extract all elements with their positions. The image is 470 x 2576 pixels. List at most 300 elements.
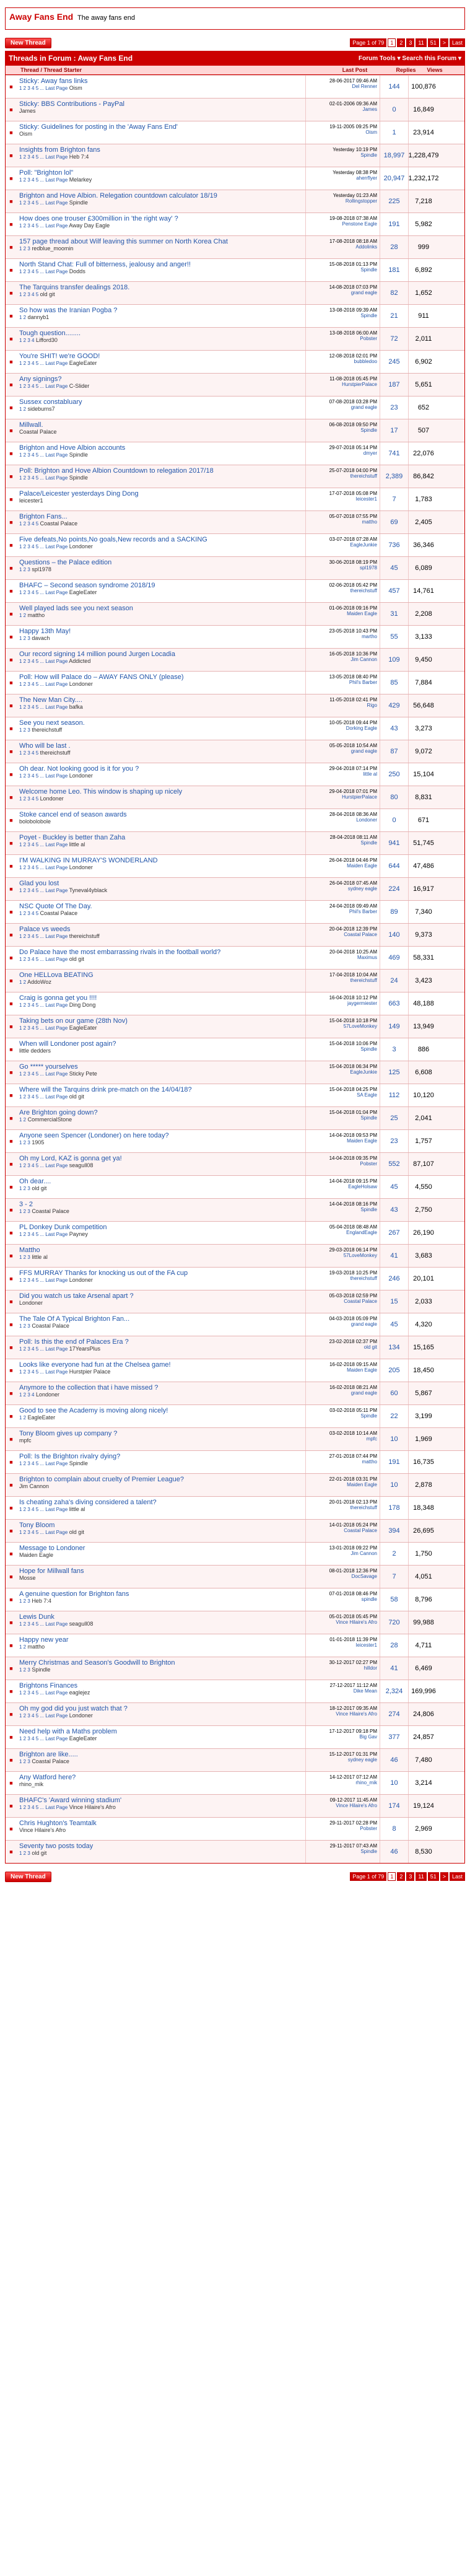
thread-starter-name[interactable]: rhino_mik — [19, 1781, 44, 1787]
last-post-author[interactable]: HurstpierPalace — [342, 794, 377, 800]
last-post-author[interactable]: Rigo — [367, 703, 377, 708]
thread-starter-name[interactable]: old git — [69, 1529, 84, 1535]
thread-starter-name[interactable]: Payney — [69, 1231, 88, 1237]
last-post-author[interactable]: SA Eagle — [357, 1092, 377, 1098]
thread-starter-name[interactable]: Sticky Pete — [69, 1071, 97, 1077]
thread-title-link[interactable]: Mattho — [19, 1246, 40, 1254]
thread-starter-name[interactable]: Oism — [19, 131, 32, 137]
thread-pages[interactable]: 1 2 3 4 5 ... Last Page — [19, 269, 68, 274]
pager-page-2[interactable]: 2 — [397, 38, 405, 47]
thread-pages[interactable]: 1 2 3 4 5 ... Last Page — [19, 1621, 68, 1627]
pager-page-1-bottom[interactable]: 1 — [388, 1872, 396, 1881]
last-post-author[interactable]: grand eagle — [350, 405, 377, 410]
thread-title-link[interactable]: One HELLova BEATING — [19, 971, 94, 979]
replies-count[interactable]: 109 — [380, 649, 408, 671]
thread-title-link[interactable]: Brightons Finances — [19, 1682, 78, 1689]
thread-title-link[interactable]: Tony Bloom gives up company ? — [19, 1430, 118, 1437]
thread-title-link[interactable]: Sussex constabluary — [19, 398, 82, 406]
thread-title-link[interactable]: Taking bets on our game (28th Nov) — [19, 1017, 128, 1025]
replies-count[interactable]: 0 — [380, 809, 408, 831]
thread-title-link[interactable]: The Tarquins transfer dealings 2018. — [19, 284, 130, 291]
last-post-author[interactable]: Big Gav — [359, 1734, 377, 1740]
thread-title-link[interactable]: Oh my god did you just watch that ? — [19, 1705, 128, 1712]
thread-starter-name[interactable]: Londoner — [19, 1300, 43, 1306]
thread-starter-name[interactable]: Londoner — [69, 543, 93, 550]
replies-count[interactable]: 60 — [380, 1382, 408, 1404]
thread-starter-name[interactable]: Londoner — [69, 773, 93, 779]
thread-title-link[interactable]: Glad you lost — [19, 880, 59, 887]
thread-pages[interactable]: 1 2 — [19, 1644, 27, 1650]
last-post-author[interactable]: EagleJunkie — [350, 1069, 377, 1075]
thread-pages[interactable]: 1 2 — [19, 1415, 27, 1421]
thread-title-link[interactable]: NSC Quote Of The Day. — [19, 903, 92, 910]
thread-starter-name[interactable]: Heb 7:4 — [69, 154, 89, 160]
thread-pages[interactable]: 1 2 3 4 5 ... Last Page — [19, 1461, 68, 1466]
thread-title-link[interactable]: Our record signing 14 million pound Jurgen Locadia — [19, 651, 175, 658]
thread-starter-name[interactable]: thereichstuff — [32, 727, 63, 733]
replies-count[interactable]: 8 — [380, 1818, 408, 1840]
thread-title-link[interactable]: BHAFC's 'Award winning stadium' — [19, 1797, 122, 1804]
last-post-author[interactable]: 57LoveMonkey — [343, 1023, 377, 1029]
last-post-author[interactable]: Londoner — [356, 817, 377, 823]
thread-pages[interactable]: 1 2 3 — [19, 1186, 30, 1191]
thread-title-link[interactable]: Sticky: Guidelines for posting in the 'Away Fans End' — [19, 123, 178, 131]
replies-count[interactable]: 17 — [380, 419, 408, 442]
last-post-author[interactable]: spl1978 — [359, 565, 377, 571]
replies-count[interactable]: 178 — [380, 1497, 408, 1519]
replies-count[interactable]: 7 — [380, 1566, 408, 1588]
new-thread-button-bottom[interactable]: New Thread — [5, 1872, 51, 1882]
last-post-author[interactable]: Vince Hilaire's Afro — [336, 1803, 377, 1808]
replies-count[interactable]: 469 — [380, 947, 408, 969]
last-post-author[interactable]: hilldor — [363, 1665, 377, 1671]
thread-pages[interactable]: 1 2 3 4 5 ... Last Page — [19, 773, 68, 779]
thread-starter-name[interactable]: Coastal Palace — [32, 1758, 69, 1764]
replies-count[interactable]: 22 — [380, 1405, 408, 1427]
last-post-author[interactable]: Jim Cannon — [350, 1551, 377, 1556]
thread-title-link[interactable]: I'M WALKING IN MURRAY'S WONDERLAND — [19, 857, 158, 864]
last-post-author[interactable]: leicester1 — [355, 1642, 377, 1648]
thread-starter-name[interactable]: sideburns7 — [27, 406, 55, 412]
thread-starter-name[interactable]: seagull08 — [69, 1162, 94, 1168]
thread-title-link[interactable]: Are Brighton going down? — [19, 1109, 98, 1116]
thread-title-link[interactable]: Poll: Is the Brighton rivalry dying? — [19, 1453, 121, 1460]
thread-title-link[interactable]: Good to see the Academy is moving along nicely! — [19, 1407, 168, 1414]
thread-pages[interactable]: 1 2 3 4 5 ... Last Page — [19, 1713, 68, 1719]
pager-page-11[interactable]: 11 — [416, 38, 426, 47]
last-post-author[interactable]: mpfc — [366, 1436, 377, 1442]
last-post-author[interactable]: Phil's Barber — [349, 680, 377, 685]
replies-count[interactable]: 43 — [380, 1199, 408, 1221]
last-post-author[interactable]: Spindle — [360, 152, 377, 158]
thread-title-link[interactable]: Need help with a Maths problem — [19, 1728, 117, 1735]
replies-count[interactable]: 82 — [380, 282, 408, 304]
replies-count[interactable]: 225 — [380, 190, 408, 212]
pager-last-bottom[interactable]: Last — [450, 1872, 465, 1881]
replies-count[interactable]: 457 — [380, 580, 408, 602]
replies-count[interactable]: 205 — [380, 1359, 408, 1382]
thread-pages[interactable]: 1 2 3 4 — [19, 1392, 35, 1398]
replies-count[interactable]: 149 — [380, 1015, 408, 1038]
thread-title-link[interactable]: Chris Hughton's Teamtalk — [19, 1820, 97, 1827]
thread-pages[interactable]: 1 2 3 4 5 ... Last Page — [19, 957, 68, 962]
replies-count[interactable]: 45 — [380, 1313, 408, 1336]
replies-count[interactable]: 80 — [380, 786, 408, 808]
last-post-author[interactable]: Jim Cannon — [350, 657, 377, 662]
last-post-author[interactable]: martho — [362, 634, 377, 639]
last-post-author[interactable]: jaygermiester — [347, 1001, 377, 1006]
replies-count[interactable]: 134 — [380, 1336, 408, 1359]
col-last-post[interactable]: Last Post — [342, 67, 368, 73]
thread-title-link[interactable]: Brighton and Hove Albion. Relegation countdown calculator 18/19 — [19, 192, 217, 199]
thread-pages[interactable]: 1 2 3 4 5 ... Last Page — [19, 223, 68, 229]
last-post-author[interactable]: grand eagle — [350, 748, 377, 754]
thread-title-link[interactable]: Well played lads see you next season — [19, 605, 133, 612]
thread-pages[interactable]: 1 2 3 4 5 ... Last Page — [19, 1232, 68, 1237]
last-post-author[interactable]: Maiden Eagle — [347, 1138, 377, 1144]
thread-starter-name[interactable]: old git — [69, 1093, 84, 1100]
last-post-author[interactable]: Pobster — [360, 1826, 377, 1831]
thread-starter-name[interactable]: davach — [32, 635, 50, 641]
thread-title-link[interactable]: Five defeats,No points,No goals,New records and a SACKING — [19, 536, 207, 543]
last-post-author[interactable]: Spindle — [360, 1115, 377, 1121]
last-post-author[interactable]: little al — [363, 771, 377, 777]
thread-title-link[interactable]: Who will be last . — [19, 742, 71, 750]
thread-title-link[interactable]: Anymore to the collection that i have missed ? — [19, 1384, 159, 1391]
thread-starter-name[interactable]: 17YearsPlus — [69, 1346, 100, 1352]
thread-title-link[interactable]: Poll: Is this the end of Palaces Era ? — [19, 1338, 129, 1346]
thread-title-link[interactable]: Craig is gonna get you !!!! — [19, 994, 97, 1002]
last-post-author[interactable]: Coastal Palace — [344, 1299, 377, 1304]
thread-title-link[interactable]: Where will the Tarquins drink pre-match on the 14/04/18? — [19, 1086, 192, 1093]
thread-pages[interactable]: 1 2 3 4 5 — [19, 750, 39, 756]
thread-pages[interactable]: 1 2 3 4 5 ... Last Page — [19, 383, 68, 389]
thread-pages[interactable]: 1 2 3 4 5 ... Last Page — [19, 888, 68, 893]
thread-pages[interactable]: 1 2 3 4 5 ... Last Page — [19, 865, 68, 870]
thread-pages[interactable]: 1 2 3 4 5 ... Last Page — [19, 842, 68, 848]
thread-starter-name[interactable]: Tyneval4yblack — [69, 887, 108, 893]
thread-pages[interactable]: 1 2 3 — [19, 1255, 30, 1260]
thread-title-link[interactable]: Brighton to complain about cruelty of Premier League? — [19, 1476, 184, 1483]
replies-count[interactable]: 181 — [380, 259, 408, 281]
last-post-author[interactable]: grand eagle — [350, 1321, 377, 1327]
thread-pages[interactable]: 1 2 3 4 5 — [19, 911, 39, 916]
replies-count[interactable]: 720 — [380, 1611, 408, 1634]
pager-page-3[interactable]: 3 — [406, 38, 414, 47]
replies-count[interactable]: 23 — [380, 1130, 408, 1152]
thread-starter-name[interactable]: dannyb1 — [27, 314, 50, 320]
thread-title-link[interactable]: A genuine question for Brighton fans — [19, 1590, 129, 1598]
thread-title-link[interactable]: Happy 13th May! — [19, 628, 71, 635]
last-post-author[interactable]: thereichstuff — [350, 978, 377, 983]
thread-starter-name[interactable]: bafka — [69, 704, 83, 710]
thread-title-link[interactable]: Seventy two posts today — [19, 1842, 94, 1850]
replies-count[interactable]: 20,947 — [380, 167, 408, 190]
thread-pages[interactable]: 1 2 3 4 5 ... Last Page — [19, 1346, 68, 1352]
replies-count[interactable]: 10 — [380, 1474, 408, 1496]
thread-pages[interactable]: 1 2 3 4 5 — [19, 292, 39, 297]
thread-title-link[interactable]: Poll: "Brighton lol" — [19, 169, 74, 177]
last-post-author[interactable]: spindle — [361, 1597, 377, 1602]
last-post-author[interactable]: Del Renner — [352, 84, 377, 89]
replies-count[interactable]: 144 — [380, 76, 408, 98]
replies-count[interactable]: 23 — [380, 396, 408, 419]
last-post-author[interactable]: aherrflyer — [356, 175, 377, 181]
thread-title-link[interactable]: The New Man City.... — [19, 696, 82, 704]
thread-starter-name[interactable]: old git — [32, 1850, 47, 1856]
thread-title-link[interactable]: PL Donkey Dunk competition — [19, 1224, 107, 1231]
last-post-author[interactable]: mattho — [362, 519, 377, 525]
thread-starter-name[interactable]: Coastal Palace — [32, 1208, 69, 1214]
thread-starter-name[interactable]: Coastal Palace — [19, 429, 57, 435]
last-post-author[interactable]: DocSavage — [351, 1574, 377, 1579]
replies-count[interactable]: 663 — [380, 992, 408, 1015]
thread-pages[interactable]: 1 2 — [19, 1117, 27, 1123]
replies-count[interactable]: 18,997 — [380, 144, 408, 167]
replies-count[interactable]: 2,324 — [380, 1680, 408, 1702]
thread-starter-name[interactable]: Jim Cannon — [19, 1483, 50, 1489]
last-post-author[interactable]: Maiden Eagle — [347, 1482, 377, 1487]
thread-starter-name[interactable]: leicester1 — [19, 497, 43, 504]
pager-next-bottom[interactable]: > — [440, 1872, 448, 1881]
last-post-author[interactable]: Maiden Eagle — [347, 863, 377, 869]
last-post-author[interactable]: Pobster — [360, 336, 377, 341]
last-post-author[interactable]: Spindle — [360, 1413, 377, 1419]
thread-title-link[interactable]: Millwall. — [19, 421, 43, 429]
thread-starter-name[interactable]: EagleEater — [69, 1025, 97, 1031]
thread-pages[interactable]: 1 2 3 4 5 ... Last Page — [19, 1690, 68, 1696]
replies-count[interactable]: 2,389 — [380, 465, 408, 488]
last-post-author[interactable]: rhino_mik — [355, 1780, 377, 1785]
replies-count[interactable]: 24 — [380, 970, 408, 992]
pager-page-51[interactable]: 51 — [428, 38, 439, 47]
thread-starter-name[interactable]: Vince Hilaire's Afro — [19, 1827, 66, 1833]
last-post-author[interactable]: Dike Mean — [353, 1688, 377, 1694]
last-post-author[interactable]: grand eagle — [350, 1390, 377, 1396]
thread-title-link[interactable]: Questions – the Palace edition — [19, 559, 112, 566]
pager-page-1[interactable]: 1 — [388, 38, 396, 47]
thread-pages[interactable]: 1 2 3 4 5 ... Last Page — [19, 475, 68, 481]
replies-count[interactable]: 1 — [380, 121, 408, 144]
col-replies[interactable]: Replies — [396, 67, 416, 73]
thread-title-link[interactable]: Oh dear. Not looking good is it for you ? — [19, 765, 139, 773]
thread-pages[interactable]: 1 2 3 4 5 ... Last Page — [19, 681, 68, 687]
replies-count[interactable]: 46 — [380, 1841, 408, 1863]
last-post-author[interactable]: Spindle — [360, 1849, 377, 1854]
last-post-author[interactable]: Penstone Eagle — [342, 221, 377, 227]
replies-count[interactable]: 741 — [380, 442, 408, 465]
thread-title-link[interactable]: Tough question........ — [19, 330, 81, 337]
thread-starter-name[interactable]: CommercialStone — [27, 1116, 72, 1123]
thread-title-link[interactable]: Stoke cancel end of season awards — [19, 811, 127, 818]
thread-title-link[interactable]: Is cheating zaha's diving considered a talent? — [19, 1499, 157, 1506]
replies-count[interactable]: 55 — [380, 626, 408, 648]
thread-starter-name[interactable]: Londoner — [40, 795, 64, 802]
last-post-author[interactable]: EagleJunkie — [350, 542, 377, 548]
thread-pages[interactable]: 1 2 3 — [19, 1209, 30, 1214]
thread-pages[interactable]: 1 2 3 4 5 ... Last Page — [19, 154, 68, 160]
last-post-author[interactable]: Maximus — [357, 955, 377, 960]
replies-count[interactable]: 552 — [380, 1153, 408, 1175]
thread-title-link[interactable]: Brighton and Hove Albion accounts — [19, 444, 126, 452]
last-post-author[interactable]: Spindle — [360, 427, 377, 433]
last-post-author[interactable]: thereichstuff — [350, 588, 377, 594]
last-post-author[interactable]: Coastal Palace — [344, 1528, 377, 1533]
thread-starter-name[interactable]: 1905 — [32, 1139, 45, 1146]
thread-pages[interactable]: 1 2 3 4 5 ... Last Page — [19, 1002, 68, 1008]
thread-title-link[interactable]: So how was the Iranian Pogba ? — [19, 307, 118, 314]
replies-count[interactable]: 191 — [380, 213, 408, 235]
thread-starter-name[interactable]: thereichstuff — [69, 933, 100, 939]
thread-pages[interactable]: 1 2 3 — [19, 636, 30, 641]
last-post-author[interactable]: HurstpierPalace — [342, 382, 377, 387]
thread-starter-name[interactable]: Coastal Palace — [32, 1323, 69, 1329]
thread-starter-name[interactable]: Lifford30 — [35, 337, 58, 343]
thread-starter-name[interactable]: little al — [69, 1506, 85, 1512]
replies-count[interactable]: 58 — [380, 1588, 408, 1611]
pager-page-3-bottom[interactable]: 3 — [406, 1872, 414, 1881]
thread-starter-name[interactable]: old git — [69, 956, 84, 962]
thread-pages[interactable]: 1 2 — [19, 406, 27, 412]
replies-count[interactable]: 85 — [380, 672, 408, 694]
thread-title-link[interactable]: North Stand Chat: Full of bitterness, jealousy and anger!! — [19, 261, 191, 268]
replies-count[interactable]: 644 — [380, 855, 408, 877]
thread-starter-name[interactable]: Addicted — [69, 658, 91, 664]
thread-title-link[interactable]: Happy new year — [19, 1636, 69, 1644]
thread-title-link[interactable]: Brighton Fans... — [19, 513, 67, 520]
thread-pages[interactable]: 1 2 3 4 5 ... Last Page — [19, 704, 68, 710]
thread-starter-name[interactable]: mattho — [27, 612, 45, 618]
thread-pages[interactable]: 1 2 3 4 5 ... Last Page — [19, 452, 68, 458]
last-post-author[interactable]: Maiden Eagle — [347, 1367, 377, 1373]
thread-starter-name[interactable]: Londoner — [35, 1391, 60, 1398]
replies-count[interactable]: 125 — [380, 1061, 408, 1084]
thread-title-link[interactable]: Message to Londoner — [19, 1544, 85, 1552]
thread-pages[interactable]: 1 2 3 — [19, 567, 30, 572]
thread-starter-name[interactable]: Melarkey — [69, 177, 92, 183]
thread-pages[interactable]: 1 2 3 4 5 ... Last Page — [19, 1369, 68, 1375]
thread-pages[interactable]: 1 2 3 — [19, 1140, 30, 1146]
thread-pages[interactable]: 1 2 3 4 5 — [19, 521, 39, 527]
thread-starter-name[interactable]: Spindle — [69, 199, 88, 206]
thread-pages[interactable]: 1 2 — [19, 315, 27, 320]
thread-title-link[interactable]: Any Watford here? — [19, 1774, 76, 1781]
last-post-author[interactable]: Spindle — [360, 1207, 377, 1212]
thread-starter-name[interactable]: eaglejez — [69, 1689, 90, 1696]
thread-starter-name[interactable]: C-Slider — [69, 383, 90, 389]
thread-title-link[interactable]: Do Palace have the most embarrassing rivals in the football world? — [19, 948, 221, 956]
forum-tools-menu[interactable]: Forum Tools ▾ Search this Forum ▾ — [359, 55, 461, 62]
thread-starter-name[interactable]: EagleEater — [69, 589, 97, 595]
replies-count[interactable]: 28 — [380, 1634, 408, 1657]
thread-starter-name[interactable]: Londoner — [69, 864, 93, 870]
thread-title-link[interactable]: Poll: Brighton and Hove Albion Countdown to relegation 2017/18 — [19, 467, 214, 475]
thread-pages[interactable]: 1 2 3 — [19, 246, 30, 252]
thread-starter-name[interactable]: seagull08 — [69, 1621, 94, 1627]
replies-count[interactable]: 0 — [380, 99, 408, 121]
replies-count[interactable]: 267 — [380, 1222, 408, 1244]
replies-count[interactable]: 69 — [380, 511, 408, 533]
replies-count[interactable]: 174 — [380, 1795, 408, 1817]
replies-count[interactable]: 41 — [380, 1245, 408, 1267]
thread-starter-name[interactable]: Hurstpier Palace — [69, 1369, 111, 1375]
thread-starter-name[interactable]: Londoner — [69, 681, 93, 687]
thread-title-link[interactable]: Did you watch us take Arsenal apart ? — [19, 1292, 134, 1300]
thread-pages[interactable]: 1 2 3 — [19, 1851, 30, 1856]
thread-title-link[interactable]: Palace vs weeds — [19, 926, 71, 933]
thread-starter-name[interactable]: Londoner — [69, 1277, 93, 1283]
replies-count[interactable]: 274 — [380, 1703, 408, 1725]
replies-count[interactable]: 10 — [380, 1428, 408, 1450]
thread-pages[interactable]: 1 2 3 4 5 ... Last Page — [19, 1805, 68, 1810]
replies-count[interactable]: 7 — [380, 488, 408, 510]
thread-pages[interactable]: 1 2 3 4 5 ... Last Page — [19, 85, 68, 91]
replies-count[interactable]: 112 — [380, 1084, 408, 1106]
col-thread[interactable]: Thread / Thread Starter — [20, 67, 82, 73]
replies-count[interactable]: 736 — [380, 534, 408, 556]
last-post-author[interactable]: thereichstuff — [350, 1505, 377, 1510]
thread-title-link[interactable]: Looks like everyone had fun at the Chelsea game! — [19, 1361, 171, 1369]
thread-starter-name[interactable]: Mosse — [19, 1575, 36, 1581]
thread-starter-name[interactable]: thereichstuff — [40, 750, 71, 756]
replies-count[interactable]: 21 — [380, 305, 408, 327]
thread-title-link[interactable]: Brighton are like..... — [19, 1751, 78, 1758]
replies-count[interactable]: 41 — [380, 1657, 408, 1680]
thread-title-link[interactable]: Tony Bloom — [19, 1522, 55, 1529]
thread-title-link[interactable]: Poyet - Buckley is better than Zaha — [19, 834, 126, 841]
last-post-author[interactable]: Phil's Barber — [349, 909, 377, 914]
replies-count[interactable]: 377 — [380, 1726, 408, 1748]
thread-pages[interactable]: 1 2 3 4 5 ... Last Page — [19, 1025, 68, 1031]
thread-starter-name[interactable]: old git — [40, 291, 55, 297]
thread-pages[interactable]: 1 2 3 4 5 ... Last Page — [19, 1507, 68, 1512]
last-post-author[interactable]: Coastal Palace — [344, 932, 377, 937]
replies-count[interactable]: 140 — [380, 924, 408, 946]
last-post-author[interactable]: thereichstuff — [350, 1276, 377, 1281]
thread-starter-name[interactable]: Vince Hilaire's Afro — [69, 1804, 116, 1810]
thread-starter-name[interactable]: Dodds — [69, 268, 85, 274]
last-post-author[interactable]: Spindle — [360, 313, 377, 318]
thread-starter-name[interactable]: little dedders — [19, 1048, 51, 1054]
thread-starter-name[interactable]: Spindle — [32, 1667, 51, 1673]
replies-count[interactable]: 28 — [380, 236, 408, 258]
thread-pages[interactable]: 1 2 3 4 5 ... Last Page — [19, 934, 68, 939]
thread-starter-name[interactable]: Oism — [69, 85, 82, 91]
thread-pages[interactable]: 1 2 3 4 5 ... Last Page — [19, 361, 68, 366]
thread-pages[interactable]: 1 2 — [19, 613, 27, 618]
thread-starter-name[interactable]: EagleEater — [27, 1414, 56, 1421]
replies-count[interactable]: 941 — [380, 832, 408, 854]
replies-count[interactable]: 394 — [380, 1520, 408, 1542]
last-post-author[interactable]: dmyer — [363, 450, 377, 456]
pager-next[interactable]: > — [440, 38, 448, 47]
thread-title-link[interactable]: Sticky: BBS Contributions - PayPal — [19, 100, 124, 108]
thread-starter-name[interactable]: Maiden Eagle — [19, 1552, 54, 1558]
thread-title-link[interactable]: Insights from Brighton fans — [19, 146, 100, 154]
replies-count[interactable]: 89 — [380, 901, 408, 923]
thread-title-link[interactable]: Oh dear.... — [19, 1178, 51, 1185]
thread-pages[interactable]: 1 2 3 4 5 ... Last Page — [19, 1071, 68, 1077]
replies-count[interactable]: 191 — [380, 1451, 408, 1473]
thread-pages[interactable]: 1 2 3 4 5 ... Last Page — [19, 1277, 68, 1283]
pager-page-51-bottom[interactable]: 51 — [428, 1872, 439, 1881]
thread-starter-name[interactable]: Londoner — [69, 1712, 93, 1719]
thread-starter-name[interactable]: Coastal Palace — [40, 520, 78, 527]
replies-count[interactable]: 245 — [380, 351, 408, 373]
thread-title-link[interactable]: Anyone seen Spencer (Londoner) on here today? — [19, 1132, 169, 1139]
thread-pages[interactable]: 1 2 3 4 5 ... Last Page — [19, 1163, 68, 1168]
replies-count[interactable]: 246 — [380, 1268, 408, 1290]
